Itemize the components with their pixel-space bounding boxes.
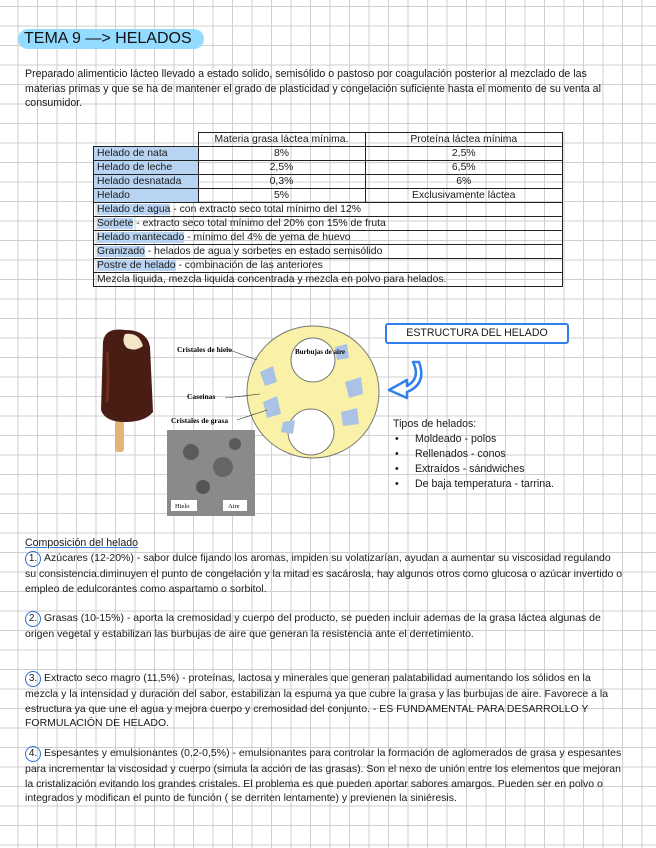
wide-row-text: - con extracto seco total mínimo del 12% — [170, 204, 361, 215]
composition-item — [25, 551, 623, 596]
row-protein: 6,5% — [365, 161, 563, 175]
table-row — [94, 161, 563, 175]
curved-arrow-icon — [383, 358, 425, 400]
wide-row-text: - helados de agua y sorbetes en estado semisólido — [144, 246, 383, 257]
row-fat: 8% — [198, 147, 365, 161]
list-item: • Moldeado - polos — [409, 432, 554, 447]
table-wide-row — [94, 203, 563, 217]
table-header-row — [94, 133, 563, 147]
row-protein: Exclusivamente láctea — [365, 189, 563, 203]
table-wide-row — [94, 231, 563, 245]
row-name: Helado de nata — [94, 147, 199, 161]
ice-cream-structure-figure — [95, 322, 385, 517]
label-fat-crystals: Cristales de grasa — [171, 416, 229, 425]
label-casein: Caseinas — [187, 392, 216, 401]
number-badge: 1. — [25, 551, 41, 567]
list-item: • De baja temperatura - tarrina. — [409, 477, 554, 492]
list-item: • Rellenados - conos — [409, 447, 554, 462]
row-name: Helado desnatada — [94, 175, 199, 189]
table-row — [94, 175, 563, 189]
label-ice-crystals: Cristales de hielo — [177, 345, 232, 354]
table-row — [94, 189, 563, 203]
tipos-title: Tipos de helados: — [393, 418, 477, 430]
table-wide-row — [94, 217, 563, 231]
label-micro-ice: Hielo — [175, 503, 190, 510]
row-fat: 0,3% — [198, 175, 365, 189]
table-wide-row — [94, 259, 563, 273]
composition-text: Extracto seco magro (11,5%) - proteínas, lactosa y minerales que generan palatabilidad aumentando los sólidos en la mezcla y la intensidad y duración del sabor, estabilizan la espuma ya que cubre la grasa y las burbujas de aire. Favorece a la estructura ya que une el agua y mejora cuerpo y cremosidad del conjunto. - ES FUNDAMENTAL PARA DESARROLLO Y FORMULACIÓN DE HELADO. — [25, 672, 609, 729]
number-badge: 2. — [25, 611, 41, 627]
composition-title: Composición del helado — [25, 537, 139, 549]
row-fat: 2,5% — [198, 161, 365, 175]
composition-item — [25, 611, 623, 642]
wide-row-term: Sorbete — [97, 218, 134, 229]
wide-row-term: Helado mantecado — [97, 232, 185, 243]
list-item: • Extraídos - sándwiches — [409, 462, 554, 477]
number-badge: 3. — [25, 671, 41, 687]
structure-label: ESTRUCTURA DEL HELADO — [385, 323, 569, 344]
helados-table — [93, 132, 563, 287]
row-name: Helado de leche — [94, 161, 199, 175]
table-wide-row — [94, 245, 563, 259]
row-fat: 5% — [198, 189, 365, 203]
wide-row-text: - mínimo del 4% de yema de huevo — [184, 232, 351, 243]
wide-row-text: - combinación de las anteriores — [175, 260, 323, 271]
composition-item — [25, 671, 623, 731]
wide-row-term: Helado de agua — [97, 204, 171, 215]
label-air-bubbles: Burbujas de aire — [295, 348, 346, 356]
number-badge: 4. — [25, 746, 41, 762]
row-name: Helado — [94, 189, 199, 203]
intro-paragraph: Preparado alimenticio lácteo llevado a estado solido, semisólido o pastoso por coagulación posterior al mezclado de las materias primas y que se ha de mantener el grado de plasticidad y congelación suficiente hasta el momento de su venta al consumidor. — [25, 68, 601, 110]
table-row — [94, 147, 563, 161]
composition-text: Grasas (10-15%) - aporta la cremosidad y cuerpo del producto, se pueden incluir ademas de la grasa láctea algunas de origen vegetal y estabilizan las burbujas de aire que generan la resistencia ante el derretimiento. — [25, 612, 601, 640]
table-wide-row — [94, 273, 563, 287]
label-micro-air: Aire — [228, 503, 240, 510]
wide-row-term: Postre de helado — [97, 260, 176, 271]
composition-text: Azúcares (12-20%) - sabor dulce fijando los aromas, impiden su volatizarían, ayudan a aumentar su viscosidad regulando su consistencia.diminuyen el punto de congelación y la mitad es sacárosla, hay algunos otros como glucosa o azúcar invertido o empleo de edulcorantes como aspartamo o sorbitol. — [25, 552, 623, 595]
wide-row-term: Granizado — [97, 246, 145, 257]
wide-row-text: Mezcla liquida, mezcla liquida concentrada y mezcla en polvo para helados. — [97, 274, 447, 285]
composition-item — [25, 746, 623, 806]
row-protein: 6% — [365, 175, 563, 189]
structure-circle — [247, 326, 379, 458]
header-protein: Proteína láctea mínima — [365, 133, 563, 147]
ice-cream-bar-icon — [101, 330, 153, 453]
page-title: TEMA 9 —> HELADOS — [18, 29, 204, 49]
wide-row-text: - extracto seco total mínimo del 20% con 15% de fruta — [133, 218, 386, 229]
composition-text: Espesantes y emulsionantes (0,2-0,5%) - emulsionantes para controlar la formación de aglomerados de grasa y espesantes para incrementar la viscosidad y cuerpo (simula la acción de las grasas). Son el nexo de unión entre los elementos que mejoran la cristalización evitando los grandes cristales. El problema es que pueden aportar sabores amargos. Pueden ser en polvo o integrados y modifican el punto de función ( se derriten lentamente) y previenen la siniéresis. — [25, 747, 622, 804]
header-fat: Materia grasa láctea mínima. — [198, 133, 365, 147]
tipos-list — [393, 417, 554, 492]
row-protein: 2,5% — [365, 147, 563, 161]
